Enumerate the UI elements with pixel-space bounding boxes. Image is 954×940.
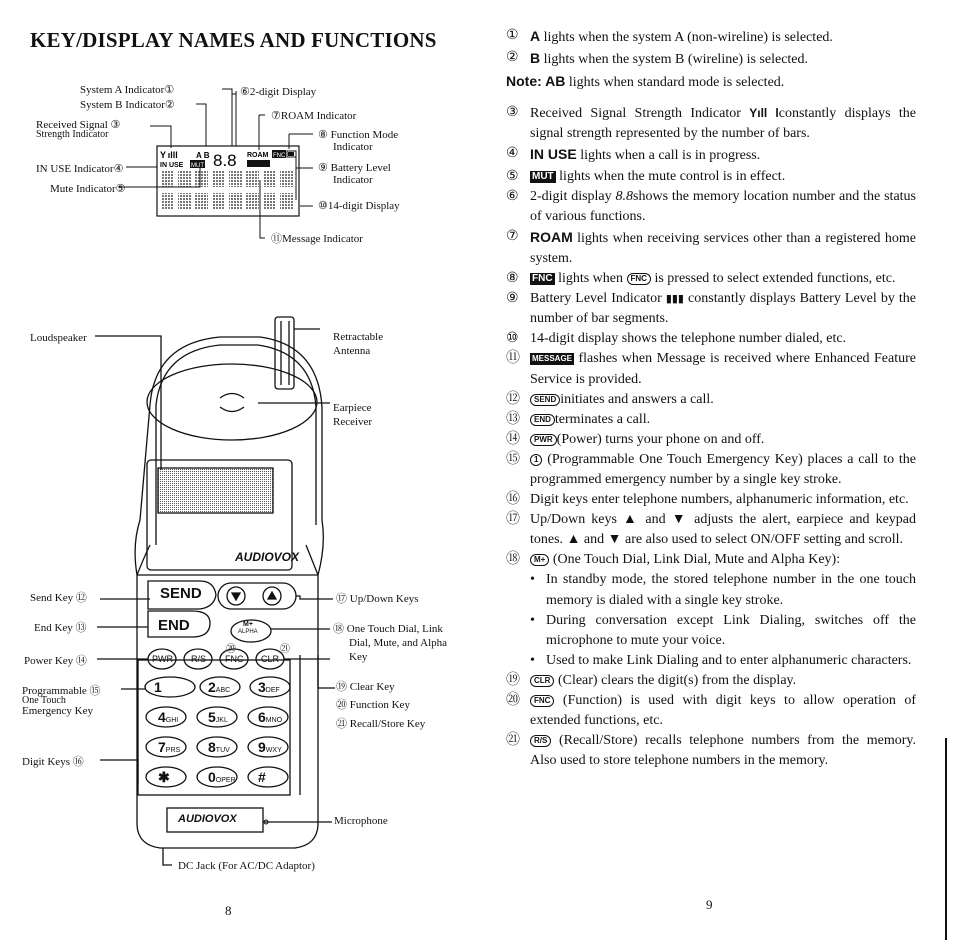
digit-key-number: 8: [208, 739, 216, 755]
label-function-mode: ⑧ Function Mode: [318, 129, 399, 141]
label-function-key: ⑳ Function Key: [336, 699, 410, 711]
lcd-signal: Y​ ılll: [160, 150, 178, 160]
digit-key-number: 4: [158, 709, 166, 725]
digit-key-number: #: [258, 769, 266, 785]
marker-20: ⑳: [226, 644, 236, 655]
digit-key-letters: TUV: [215, 747, 230, 754]
label-recall-key: ㉑ Recall/Store Key: [336, 718, 426, 730]
digit-key-6: [258, 709, 282, 727]
item-7: ⑦ ROAM lights when receiving services other than a registered home system.: [506, 228, 916, 266]
up-key-icon: ▲: [566, 532, 581, 548]
phone-brand-bottom: AUDIOVOX: [178, 813, 237, 825]
digit-key-1: [154, 679, 162, 697]
label-roam: ⑦ROAM Indicator: [271, 110, 357, 122]
down-key-icon: ▼: [671, 512, 689, 528]
updown-keys: [218, 583, 296, 609]
earpiece-oval: [147, 364, 317, 440]
end-key-label: END: [158, 617, 190, 634]
item-14: ⑭ PWR (Power) turns your phone on and off.: [506, 431, 765, 447]
lcd-roam: ROAM: [247, 152, 269, 159]
item-15: ⑮ 1 (Programmable One Touch Emergency Key) places a call to the programmed emergency number by a single key stroke.: [506, 451, 916, 487]
digit-key-5: [208, 709, 228, 727]
digit-key-2: [208, 679, 230, 697]
item-21: ㉑ R/S (Recall/Store) recalls telephone numbers from the memory. Also used to store telephone numbers in the memory.: [506, 733, 916, 769]
digit-key-8: [208, 739, 230, 757]
label-received-signal: Received Signal ③: [36, 119, 121, 131]
item-16: ⑯ Digit keys enter telephone numbers, alphanumeric information, etc.: [506, 492, 909, 508]
digit-key-number: 2: [208, 679, 216, 695]
label-system-a: System A Indicator①: [80, 84, 175, 96]
label-in-use: IN USE Indicator④: [36, 163, 124, 175]
bullet-2: • During conversation except Link Dialing, switches off the microphone to mute your voice.: [530, 612, 916, 648]
label-antenna: Retractable: [333, 331, 384, 343]
item-1: ① A lights when the system A (non-wireline) is selected.: [506, 28, 833, 45]
pwr-key-label: PWR: [152, 654, 173, 664]
label-battery: ⑨ Battery Level: [318, 162, 391, 174]
item-10: ⑩ 14-digit display shows the telephone number dialed, etc.: [506, 331, 847, 347]
label-microphone: Microphone: [334, 815, 388, 827]
clr-key-label: CLR: [261, 654, 280, 664]
digit-key-letters: JKL: [215, 717, 228, 724]
phone-illustration: [0, 255, 480, 885]
digit-key-10: [158, 769, 170, 787]
digit-key-number: 5: [208, 709, 216, 725]
digit-key-letters: DEF: [265, 687, 280, 694]
label-system-b: System B Indicator②: [80, 99, 175, 111]
send-key-label: SEND: [160, 585, 202, 602]
lcd-display-diagram: [0, 0, 480, 260]
label-dc-jack: DC Jack (For AC/DC Adaptor): [178, 860, 315, 872]
label-onetouch: ⑱ One Touch Dial, Link: [333, 623, 443, 635]
digit-key-9: [258, 739, 282, 757]
label-two-digit: ⑥2-digit Display: [240, 86, 317, 98]
item-20: ⑳ FNC (Function) is used with digit keys to allow operation of extended functions, etc.: [506, 693, 916, 729]
item-18: ⑱ M+ (One Touch Dial, Link Dial, Mute and Alpha Key):: [506, 552, 841, 568]
bullet-3: • Used to make Link Dialing and to enter alphanumeric characters.: [530, 652, 912, 668]
item-13: ⑬ END terminates a call.: [506, 411, 651, 427]
rs-key-label: R/S: [191, 654, 207, 664]
label-send-key: Send Key ⑫: [30, 592, 87, 604]
alpha-label: ALPHA: [238, 629, 258, 635]
item-12: ⑫ SEND initiates and answers a call.: [506, 391, 714, 407]
label-power-key: Power Key ⑭: [24, 655, 87, 667]
label-one-touch: One Touch: [22, 695, 66, 706]
lcd-ab: A B: [196, 151, 210, 160]
label-antenna-2: Antenna: [333, 345, 371, 357]
down-key-icon: ▼: [607, 532, 622, 548]
digit-key-letters: OPER: [215, 777, 236, 784]
lcd-fnc: FNC: [273, 153, 286, 159]
digit-key-letters: ABC: [215, 687, 231, 694]
lcd-mut: MUT: [191, 163, 204, 169]
lcd-in-use: IN USE: [160, 162, 184, 169]
label-loudspeaker: Loudspeaker: [30, 332, 87, 344]
digit-key-number: ✱: [158, 769, 170, 785]
phone-brand: AUDIOVOX: [235, 550, 300, 564]
item-5: ⑤ MUT lights when the mute control is in effect.: [506, 168, 786, 184]
label-receiver: Receiver: [333, 416, 373, 428]
label-strength-indicator: Strength Indicator: [36, 129, 109, 140]
label-function-mode-2: Indicator: [333, 141, 373, 153]
lcd-screen: [158, 468, 273, 513]
label-end-key: End Key ⑬: [34, 622, 87, 634]
digit-key-4: [158, 709, 178, 727]
page-number-left: 8: [225, 903, 232, 918]
mplus-label: M+: [243, 621, 253, 628]
label-emergency-key: Emergency Key: [22, 705, 93, 717]
label-digit-keys: Digit Keys ⑯: [22, 756, 84, 768]
marker-21: ㉑: [280, 644, 290, 655]
note: Note: AB lights when standard mode is selected.: [506, 73, 785, 91]
item-17: ⑰ Up/Down keys ▲ and ▼ adjusts the alert, earpiece and keypad tones. ▲ and ▼ are also used to select ON/OFF setting and scroll.: [506, 512, 917, 548]
page-number-right: 9: [706, 897, 713, 912]
digit-key-letters: GHI: [165, 717, 179, 724]
digit-key-letters: PRS: [165, 747, 181, 754]
label-updown: ⑰ Up/Down Keys: [336, 593, 419, 605]
label-programmable: Programmable ⑮: [22, 685, 101, 697]
digit-key-number: 9: [258, 739, 266, 755]
item-4: ④ IN USE lights when a call is in progress.: [506, 146, 761, 164]
digit-key-11: [208, 769, 236, 787]
item-9: ⑨ Battery Level Indicator ▮▮▮ constantly displays Battery Level by the number of bar segments.: [506, 291, 916, 327]
digit-key-number: 6: [258, 709, 266, 725]
label-mute: Mute Indicator⑤: [50, 183, 126, 195]
digit-key-letters: MNO: [265, 717, 283, 724]
digit-key-7: [158, 739, 180, 757]
fnc-key-label: FNC: [225, 654, 244, 664]
item-11: ⑪ MESSAGE flashes when Message is received where Enhanced Feature Service is provided.: [506, 351, 916, 387]
label-onetouch-3: Key: [349, 651, 368, 663]
bullet-1: • In standby mode, the stored telephone number in the one touch memory is dialed with a single key stroke.: [530, 572, 916, 608]
page-edge-rule: [945, 738, 947, 940]
digit-key-number: 3: [258, 679, 266, 695]
digit-key-number: 1: [154, 679, 162, 695]
up-key-icon: ▲: [622, 512, 640, 528]
functions-list: [506, 26, 916, 771]
digit-key-number: 0: [208, 769, 216, 785]
digit-key-3: [258, 679, 280, 697]
page-title: KEY/DISPLAY NAMES AND FUNCTIONS: [30, 28, 437, 52]
item-8: ⑧ FNC lights when FNC is pressed to select extended functions, etc.: [506, 271, 896, 287]
label-earpiece: Earpiece: [333, 402, 372, 414]
digit-key-12: [258, 769, 266, 787]
item-3: ③ Received Signal Strength Indicator Yıll lconstantly displays the signal strength represented by the number of bars.: [506, 105, 916, 142]
item-6: ⑥ 2-digit display 8.8shows the memory location number and the status of various functions.: [506, 188, 916, 224]
label-battery-2: Indicator: [333, 174, 373, 186]
label-fourteen-digit: ⑩14-digit Display: [318, 200, 400, 212]
lcd-two-digit: 8.8: [213, 151, 237, 170]
item-19: ⑲ CLR (Clear) clears the digit(s) from the display.: [506, 672, 797, 688]
label-message: ⑪Message Indicator: [271, 233, 363, 245]
item-2: ② B lights when the system B (wireline) is selected.: [506, 50, 809, 68]
label-onetouch-2: Dial, Mute, and Alpha: [349, 637, 448, 649]
label-clear-key: ⑲ Clear Key: [336, 681, 395, 693]
digit-key-number: 7: [158, 739, 166, 755]
digit-key-letters: WXY: [265, 747, 282, 754]
